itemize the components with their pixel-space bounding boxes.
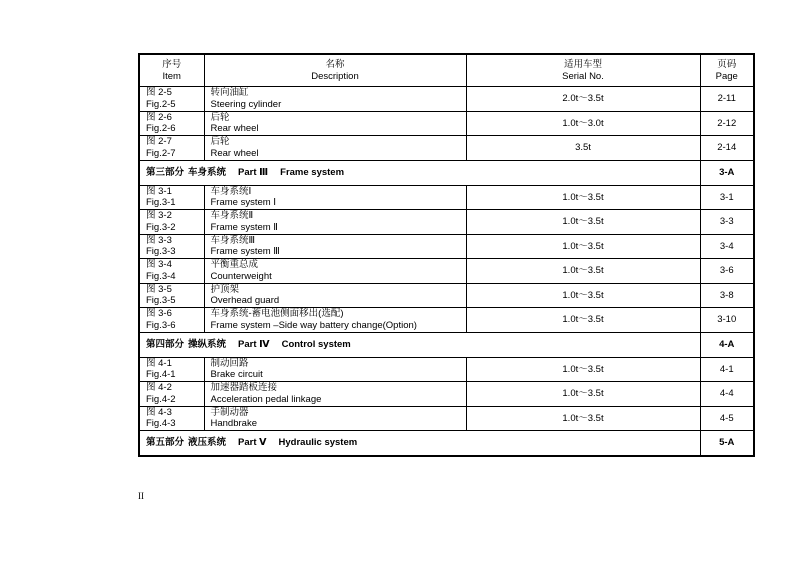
item-en: Fig.3-2 <box>146 221 176 233</box>
item-en: Fig.4-2 <box>146 393 176 405</box>
desc-cn: 平衡重总成 <box>210 259 259 271</box>
description-cell <box>204 406 466 431</box>
desc-cn: 护顶架 <box>210 283 240 295</box>
part-cn: 第三部分 <box>146 166 185 178</box>
header-desc-cn: 名称 <box>325 59 345 70</box>
item-cn: 图 3-1 <box>146 185 172 197</box>
desc-cn: 手制动器 <box>210 406 249 418</box>
table-row <box>139 259 754 284</box>
item-en: Fig.3-5 <box>146 295 176 307</box>
desc-cn: 车身系统Ⅰ <box>210 185 252 197</box>
page-cell: 4-4 <box>700 382 754 407</box>
item-cn: 图 2-6 <box>146 111 172 123</box>
part-cn-name: 车身系统 <box>188 166 227 178</box>
page-cell: 2-14 <box>700 136 754 161</box>
header-serial-cn: 适用车型 <box>563 59 602 70</box>
desc-cn: 转向油缸 <box>210 87 249 99</box>
desc-en: Handbrake <box>210 418 257 430</box>
table-row <box>139 382 754 407</box>
description-cell <box>204 308 466 333</box>
table-header-row <box>139 54 754 87</box>
desc-cn: 后轮 <box>210 136 230 148</box>
header-desc-en: Description <box>311 70 359 82</box>
serial-cell: 1.0t～3.5t <box>466 210 700 235</box>
page-cell: 4-5 <box>700 406 754 431</box>
part-page-cell: 5-A <box>700 431 754 457</box>
desc-en: Frame system Ⅲ <box>210 246 280 258</box>
part-row <box>139 431 754 457</box>
item-cell <box>139 406 204 431</box>
item-en: Fig.3-4 <box>146 270 176 282</box>
serial-cell: 1.0t～3.5t <box>466 357 700 382</box>
part-cn: 第四部分 <box>146 338 185 350</box>
part-en-name: Control system <box>281 338 351 350</box>
item-cn: 图 3-6 <box>146 308 172 320</box>
serial-cell: 2.0t～3.5t <box>466 87 700 112</box>
item-cell <box>139 357 204 382</box>
header-page-cn: 页码 <box>717 59 737 70</box>
serial-cell: 1.0t～3.5t <box>466 234 700 259</box>
page-cell: 3-10 <box>700 308 754 333</box>
part-page-cell: 4-A <box>700 332 754 357</box>
table-row <box>139 111 754 136</box>
table-row <box>139 210 754 235</box>
description-cell <box>204 136 466 161</box>
header-item <box>139 54 204 87</box>
page-cell: 3-6 <box>700 259 754 284</box>
header-page <box>700 54 754 87</box>
desc-en: Rear wheel <box>210 123 259 135</box>
header-serial <box>466 54 700 87</box>
item-cell <box>139 234 204 259</box>
page-cell: 3-4 <box>700 234 754 259</box>
item-cn: 图 4-1 <box>146 357 172 369</box>
item-en: Fig.3-6 <box>146 319 176 331</box>
serial-cell: 1.0t～3.5t <box>466 382 700 407</box>
item-cn: 图 2-5 <box>146 87 172 99</box>
part-row <box>139 332 754 357</box>
desc-en: Frame system Ⅱ <box>210 221 278 233</box>
desc-cn: 制动回路 <box>210 357 249 369</box>
table-row <box>139 406 754 431</box>
header-description <box>204 54 466 87</box>
part-title-cell <box>139 431 700 457</box>
item-en: Fig.3-1 <box>146 197 176 209</box>
header-page-en: Page <box>715 70 738 82</box>
page-cell: 3-1 <box>700 185 754 210</box>
item-en: Fig.2-5 <box>146 98 176 110</box>
serial-cell: 1.0t～3.5t <box>466 308 700 333</box>
desc-en: Counterweight <box>210 270 272 282</box>
part-cn: 第五部分 <box>146 437 185 449</box>
part-en-name: Hydraulic system <box>278 437 358 449</box>
page-cell: 4-1 <box>700 357 754 382</box>
item-en: Fig.4-3 <box>146 418 176 430</box>
part-number: Part Ⅳ <box>238 338 270 350</box>
desc-en: Steering cylinder <box>210 98 282 110</box>
item-cell <box>139 283 204 308</box>
desc-en: Frame system –Side way battery change(Option) <box>210 319 417 331</box>
description-cell <box>204 283 466 308</box>
description-cell <box>204 357 466 382</box>
description-cell <box>204 185 466 210</box>
serial-cell: 1.0t～3.5t <box>466 283 700 308</box>
desc-cn: 车身系统Ⅱ <box>210 210 254 222</box>
page-cell: 3-8 <box>700 283 754 308</box>
desc-en: Brake circuit <box>210 369 263 381</box>
item-cell <box>139 210 204 235</box>
item-en: Fig.2-7 <box>146 147 176 159</box>
desc-en: Overhead guard <box>210 295 280 307</box>
table-row <box>139 357 754 382</box>
header-item-en: Item <box>162 70 181 82</box>
description-cell <box>204 382 466 407</box>
item-cell <box>139 111 204 136</box>
part-page-cell: 3-A <box>700 160 754 185</box>
item-cell <box>139 308 204 333</box>
description-cell <box>204 87 466 112</box>
serial-cell: 1.0t～3.5t <box>466 185 700 210</box>
table-row <box>139 136 754 161</box>
item-cell <box>139 87 204 112</box>
desc-cn: 加速器踏板连接 <box>210 382 278 394</box>
part-title-cell <box>139 160 700 185</box>
item-en: Fig.4-1 <box>146 369 176 381</box>
item-cn: 图 3-4 <box>146 259 172 271</box>
desc-en: Rear wheel <box>210 147 259 159</box>
part-title-cell <box>139 332 700 357</box>
item-en: Fig.3-3 <box>146 246 176 258</box>
page-cell: 2-12 <box>700 111 754 136</box>
part-cn-name: 操纵系统 <box>188 338 227 350</box>
desc-cn: 后轮 <box>210 111 230 123</box>
description-cell <box>204 259 466 284</box>
item-cell <box>139 259 204 284</box>
header-serial-en: Serial No. <box>562 70 604 82</box>
desc-cn: 车身系统-蓄电池侧面移出(选配) <box>210 308 344 320</box>
serial-cell: 3.5t <box>466 136 700 161</box>
description-cell <box>204 234 466 259</box>
description-cell <box>204 111 466 136</box>
page-cell: 3-3 <box>700 210 754 235</box>
table-row <box>139 185 754 210</box>
item-cn: 图 3-2 <box>146 210 172 222</box>
serial-cell: 1.0t～3.5t <box>466 259 700 284</box>
contents-table <box>138 53 755 457</box>
description-cell <box>204 210 466 235</box>
part-row <box>139 160 754 185</box>
serial-cell: 1.0t～3.0t <box>466 111 700 136</box>
table-row <box>139 283 754 308</box>
item-cell <box>139 185 204 210</box>
item-cn: 图 3-5 <box>146 283 172 295</box>
page-number: II <box>138 491 144 501</box>
item-cn: 图 4-3 <box>146 406 172 418</box>
item-cell <box>139 382 204 407</box>
table-row <box>139 87 754 112</box>
desc-en: Frame system Ⅰ <box>210 197 277 209</box>
page-cell: 2-11 <box>700 87 754 112</box>
item-cn: 图 4-2 <box>146 382 172 394</box>
serial-cell: 1.0t～3.5t <box>466 406 700 431</box>
desc-cn: 车身系统Ⅲ <box>210 234 256 246</box>
header-item-cn: 序号 <box>162 59 182 70</box>
item-en: Fig.2-6 <box>146 123 176 135</box>
part-cn-name: 液压系统 <box>188 437 227 449</box>
table-row <box>139 308 754 333</box>
item-cn: 图 3-3 <box>146 234 172 246</box>
item-cn: 图 2-7 <box>146 136 172 148</box>
desc-en: Acceleration pedal linkage <box>210 393 322 405</box>
part-number: Part Ⅴ <box>238 437 267 449</box>
part-number: Part Ⅲ <box>238 166 269 178</box>
table-row <box>139 234 754 259</box>
part-en-name: Frame system <box>280 166 345 178</box>
item-cell <box>139 136 204 161</box>
